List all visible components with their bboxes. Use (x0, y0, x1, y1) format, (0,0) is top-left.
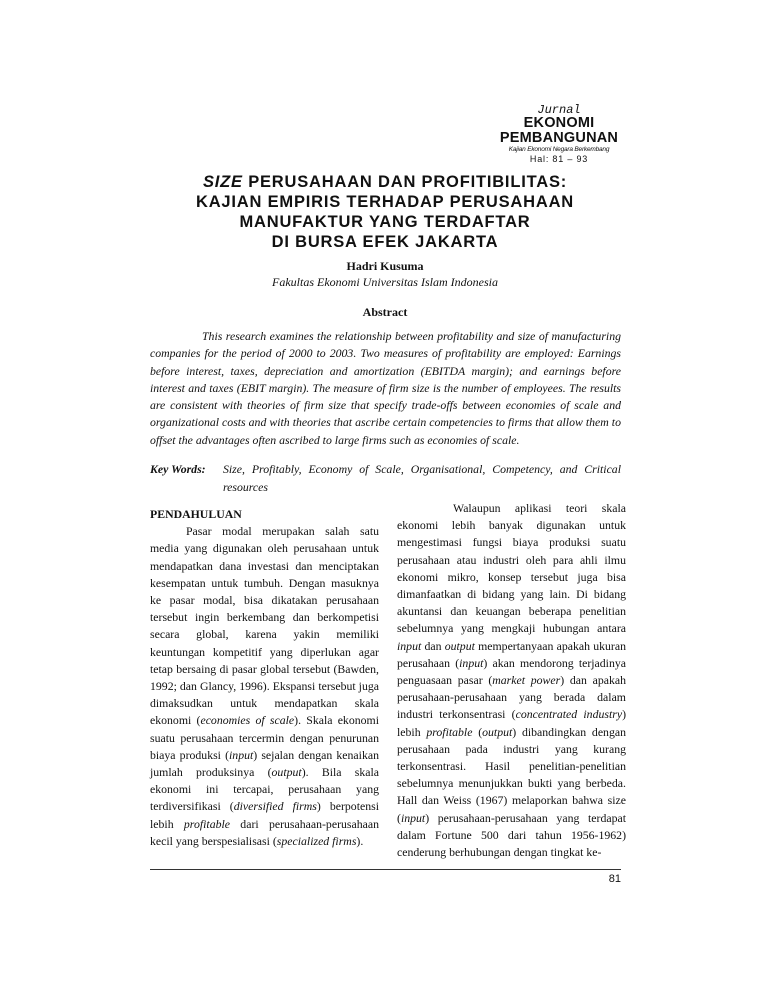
journal-name-line1: EKONOMI (523, 115, 595, 131)
title-line-2: KAJIAN EMPIRIS TERHADAP PERUSAHAAN (195, 193, 575, 211)
abstract-heading: Abstract (362, 305, 408, 319)
keywords-label: Key Words: (150, 462, 206, 476)
title-line-1 (150, 172, 620, 192)
body-column-right (397, 500, 626, 861)
journal-pages: Hal: 81 – 93 (529, 154, 589, 164)
author-name: Hadri Kusuma (346, 259, 424, 273)
title-line-1-rest: PERUSAHAAN DAN PROFITIBILITAS: (242, 173, 568, 191)
title-line-4: DI BURSA EFEK JAKARTA (271, 233, 499, 251)
page-number: 81 (608, 873, 621, 885)
journal-word: Jurnal (537, 103, 581, 117)
paragraph-scale-economy: Walaupun aplikasi teori skala ekonomi lebih banyak digunakan untuk mengestimasi fungsi biaya produksi suatu perusahaan atau industri oleh para ahli ilmu ekonomi mikro, konsep tersebut juga bisa dimanfaatkan di bidang yang lain. Di bidang akuntansi dan keuangan beberapa penelitian sebelumnya yang mengkaji hubungan antara input dan output mempertanyaan apakah ukuran perusahaan (input) akan mendorong terjadinya penguasaan pasar (market power) dan apakah perusahaan-perusahaan yang berada dalam industri terkonsentrasi (concentrated industry) lebih profitable (output) dibandingkan dengan perusahaan pada industri yang kurang terkonsentrasi. Hasil penelitian-penelitian sebelumnya menunjukkan bukti yang berbeda. Hall dan Weiss (1967) melaporkan bahwa size (input) perusahaan-perusahaan yang terdapat dalam Fortune 500 dari tahun 1956-1962) cenderung berhubungan dengan tingkat ke- (397, 501, 627, 860)
title-line-3: MANUFAKTUR YANG TERDAFTAR (239, 213, 531, 231)
article-title (150, 172, 620, 252)
footer-rule (150, 869, 621, 870)
author-affiliation: Fakultas Ekonomi Universitas Islam Indonesia (272, 275, 498, 289)
journal-name-line2: PEMBANGUNAN (499, 130, 619, 146)
body-column-left (150, 506, 379, 850)
paragraph-intro: Pasar modal merupakan salah satu media yang digunakan oleh perusahaan untuk mendapatkan dana investasi dan menciptakan kesempatan untuk tumbuh. Dengan masuknya ke pasar modal, bisa dikatakan perusahaan tersebut ingin berkembang dan berkompetisi secara global, karena yakin memiliki keuntungan kompetitif yang diperlukan agar tetap bersaing di pasar global tersebut (Bawden, 1992; dan Glancy, 1996). Ekspansi tersebut juga dimaksudkan untuk mendapatkan skala ekonomi (economies of scale). Skala ekonomi suatu perusahaan tercermin dengan penurunan biaya produksi (input) sejalan dengan kenaikan jumlah produksinya (output). Bila skala ekonomi ini tercapai, perusahaan yang terdiversifikasi (diversified firms) berpotensi lebih profitable dari perusahaan-perusahaan kecil yang berspesialisasi (specialized firms). (150, 524, 379, 848)
section-heading: PENDAHULUAN (150, 507, 242, 521)
keywords (150, 461, 621, 496)
abstract-text: This research examines the relationship between profitability and size of manufacturing companies for the period of 2000 to 2003. Two measures of profitability are employed: Earnings before interest, taxes, depreciation and amortization (EBITDA margin); and earnings before interest and taxes (EBIT margin). The measure of firm size is the number of employees. The results are consistent with theories of firm size that specify trade-offs between economies of scale and organizational costs and with theories that ascribe certain competencies to firms that allow them to offset the advantages often ascribed to large firms such as economies of scale. (150, 329, 621, 447)
keywords-text: Size, Profitably, Economy of Scale, Organisational, Competency, and Critical resources (223, 462, 621, 494)
journal-subtitle: Kajian Ekonomi Negara Berkembang (508, 146, 610, 153)
journal-masthead (498, 104, 620, 165)
title-italic-word: SIZE (202, 173, 243, 191)
